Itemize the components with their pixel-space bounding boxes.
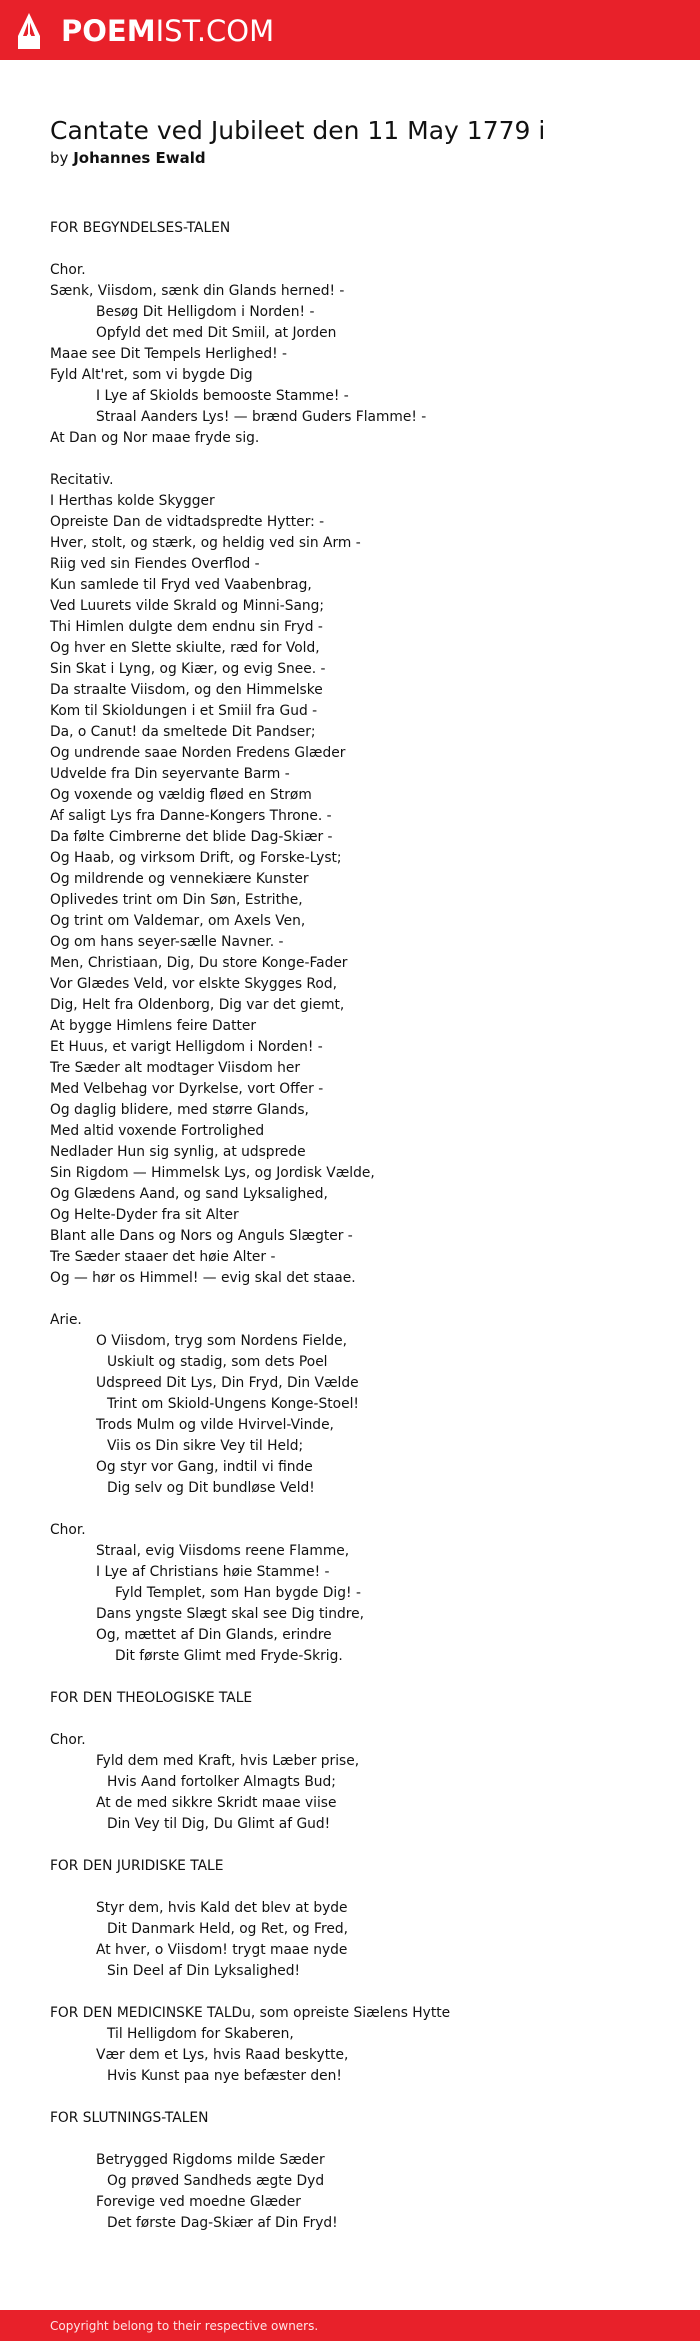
poem-line: Og prøved Sandheds ægte Dyd — [107, 2173, 325, 2189]
poem-line: Chor. — [50, 1732, 86, 1748]
poem-line: Fyld Templet, som Han bygde Dig! - — [115, 1585, 361, 1601]
blank-line — [50, 1289, 670, 1310]
poem-line: Med altid voxende Fortrolighed — [50, 1123, 265, 1139]
poem-line: Og mildrende og vennekiære Kunster — [50, 871, 309, 887]
poem-line: Dit Danmark Held, og Ret, og Fred, — [107, 1921, 348, 1937]
poem-line: Et Huus, et varigt Helligdom i Norden! - — [50, 1039, 323, 1055]
pen-nib-icon — [17, 12, 41, 50]
poem-title: Cantate ved Jubileet den 11 May 1779 i — [50, 116, 546, 145]
poem-line: Udspreed Dit Lys, Din Fryd, Din Vælde — [96, 1375, 359, 1391]
poem-line: Uskiult og stadig, som dets Poel — [107, 1354, 328, 1370]
poem-line: I Lye af Christians høie Stamme! - — [96, 1564, 330, 1580]
poem-line: Recitativ. — [50, 472, 114, 488]
poem-line: Da straalte Viisdom, og den Himmelske — [50, 682, 323, 698]
poem-line: Og voxende og vældig fløed en Strøm — [50, 787, 312, 803]
brand-bold: POEM — [61, 14, 156, 48]
poem-line: Maae see Dit Tempels Herlighed! - — [50, 346, 287, 362]
poem-line: Og Helte-Dyder fra sit Alter — [50, 1207, 239, 1223]
byline-prefix: by — [50, 149, 69, 167]
author-link[interactable]: Johannes Ewald — [73, 149, 206, 167]
poem-line: Tre Sæder staaer det høie Alter - — [50, 1249, 276, 1265]
poem-line: Fyld Alt'ret, som vi bygde Dig — [50, 367, 253, 383]
poem-line: Hver, stolt, og stærk, og heldig ved sin Arm - — [50, 535, 361, 551]
poem-line: Og daglig blidere, med større Glands, — [50, 1102, 309, 1118]
poem-line: I Herthas kolde Skygger — [50, 493, 215, 509]
poem-line: O Viisdom, tryg som Nordens Fielde, — [96, 1333, 347, 1349]
poem-line: FOR SLUTNINGS-TALEN — [50, 2110, 209, 2126]
poem-line: Trods Mulm og vilde Hvirvel-Vinde, — [96, 1417, 334, 1433]
blank-line — [50, 1499, 670, 1520]
poem-line: Hvis Aand fortolker Almagts Bud; — [107, 1774, 336, 1790]
poem-line: Chor. — [50, 1522, 86, 1538]
poem-line: Sænk, Viisdom, sænk din Glands herned! - — [50, 283, 345, 299]
poem-line: I Lye af Skiolds bemooste Stamme! - — [96, 388, 349, 404]
poem-line: Fyld dem med Kraft, hvis Læber prise, — [96, 1753, 360, 1769]
poem-line: Arie. — [50, 1312, 82, 1328]
poem-line: Og Haab, og virksom Drift, og Forske-Lyst; — [50, 850, 342, 866]
poem-line: At bygge Himlens feire Datter — [50, 1018, 257, 1034]
poem-line: Straal, evig Viisdoms reene Flamme, — [96, 1543, 350, 1559]
poem-line: Viis os Din sikre Vey til Held; — [107, 1438, 304, 1454]
poem-line: Vær dem et Lys, hvis Raad beskytte, — [96, 2047, 349, 2063]
poem-line: Med Velbehag vor Dyrkelse, vort Offer - — [50, 1081, 324, 1097]
poem-line: FOR DEN THEOLOGISKE TALE — [50, 1690, 253, 1706]
poem-line: Chor. — [50, 262, 86, 278]
poem-line: Til Helligdom for Skaberen, — [107, 2026, 294, 2042]
brand-light: IST.COM — [155, 14, 275, 48]
poem-line: Vor Glædes Veld, vor elskte Skygges Rod, — [50, 976, 337, 992]
poem-line: Dig, Helt fra Oldenborg, Dig var det giemt, — [50, 997, 345, 1013]
poem-line: Opreiste Dan de vidtadspredte Hytter: - — [50, 514, 325, 530]
poem-line: At de med sikkre Skridt maae viise — [96, 1795, 337, 1811]
poem-line: Forevige ved moedne Glæder — [96, 2194, 301, 2210]
poem-line: Da, o Canut! da smeltede Dit Pandser; — [50, 724, 316, 740]
poem-line: Trint om Skiold-Ungens Konge-Stoel! — [107, 1396, 359, 1412]
poem-line: Dans yngste Slægt skal see Dig tindre, — [96, 1606, 364, 1622]
poem-line: Sin Skat i Lyng, og Kiær, og evig Snee. - — [50, 661, 326, 677]
blank-line — [50, 1835, 670, 1856]
poem-line: Og undrende saae Norden Fredens Glæder — [50, 745, 346, 761]
byline — [50, 147, 206, 169]
poem-line: Og styr vor Gang, indtil vi finde — [96, 1459, 313, 1475]
poem-line: Udvelde fra Din seyervante Barm - — [50, 766, 290, 782]
poem-line: Nedlader Hun sig synlig, at udsprede — [50, 1144, 306, 1160]
poem-line: Thi Himlen dulgte dem endnu sin Fryd - — [50, 619, 323, 635]
poem-line: Og trint om Valdemar, om Axels Ven, — [50, 913, 306, 929]
poem-line: Dig selv og Dit bundløse Veld! — [107, 1480, 315, 1496]
poem-line: Hvis Kunst paa nye befæster den! — [107, 2068, 342, 2084]
poem-line: Sin Deel af Din Lyksalighed! — [107, 1963, 300, 1979]
poem-line: Styr dem, hvis Kald det blev at byde — [96, 1900, 348, 1916]
blank-line — [50, 1982, 670, 2003]
blank-line — [50, 449, 670, 470]
site-logo-link[interactable] — [17, 12, 274, 50]
poem-line: Men, Christiaan, Dig, Du store Konge-Fader — [50, 955, 348, 971]
poem-line: Af saligt Lys fra Danne-Kongers Throne. - — [50, 808, 332, 824]
poem-line: Og om hans seyer-sælle Navner. - — [50, 934, 284, 950]
poem-line: Ved Luurets vilde Skrald og Minni-Sang; — [50, 598, 325, 614]
site-header — [0, 0, 700, 60]
poem-line: Din Vey til Dig, Du Glimt af Gud! — [107, 1816, 331, 1832]
poem-line: Oplivedes trint om Din Søn, Estrithe, — [50, 892, 303, 908]
poem-line: FOR DEN MEDICINSKE TALDu, som opreiste Siælens Hytte — [50, 2005, 451, 2021]
poem-line: FOR DEN JURIDISKE TALE — [50, 1858, 224, 1874]
poem-line: Og, mættet af Din Glands, erindre — [96, 1627, 332, 1643]
site-footer — [0, 2310, 700, 2341]
blank-line — [50, 2129, 670, 2150]
poem-line: FOR BEGYNDELSES-TALEN — [50, 220, 231, 236]
poem-line: Sin Rigdom — Himmelsk Lys, og Jordisk Vælde, — [50, 1165, 375, 1181]
poem-line: Riig ved sin Fiendes Overflod - — [50, 556, 260, 572]
poem-line: Kom til Skioldungen i et Smiil fra Gud - — [50, 703, 318, 719]
poem-line: Besøg Dit Helligdom i Norden! - — [96, 304, 315, 320]
poem-line: Opfyld det med Dit Smiil, at Jorden — [96, 325, 337, 341]
blank-line — [50, 239, 670, 260]
poem-line: Og Glædens Aand, og sand Lyksalighed, — [50, 1186, 328, 1202]
poem-body — [50, 218, 670, 2234]
copyright-text: Copyright belong to their respective owners. — [50, 2319, 319, 2333]
poem-line: Og — hør os Himmel! — evig skal det staae. — [50, 1270, 356, 1286]
brand-name — [61, 14, 274, 48]
poem-line: Blant alle Dans og Nors og Anguls Slægter - — [50, 1228, 353, 1244]
poem-line: Og hver en Slette skiulte, ræd for Vold, — [50, 640, 320, 656]
poem-line: At Dan og Nor maae fryde sig. — [50, 430, 260, 446]
poem-line: Tre Sæder alt modtager Viisdom her — [50, 1060, 301, 1076]
blank-line — [50, 1709, 670, 1730]
poem-line: Da følte Cimbrerne det blide Dag-Skiær - — [50, 829, 333, 845]
blank-line — [50, 1667, 670, 1688]
poem-line: Kun samlede til Fryd ved Vaabenbrag, — [50, 577, 312, 593]
poem-line: Straal Aanders Lys! — brænd Guders Flamme! - — [96, 409, 427, 425]
poem-line: Det første Dag-Skiær af Din Fryd! — [107, 2215, 338, 2231]
blank-line — [50, 2087, 670, 2108]
poem-line: Dit første Glimt med Fryde-Skrig. — [115, 1648, 343, 1664]
blank-line — [50, 1877, 670, 1898]
poem-line: Betrygged Rigdoms milde Sæder — [96, 2152, 325, 2168]
poem-line: At hver, o Viisdom! trygt maae nyde — [96, 1942, 348, 1958]
